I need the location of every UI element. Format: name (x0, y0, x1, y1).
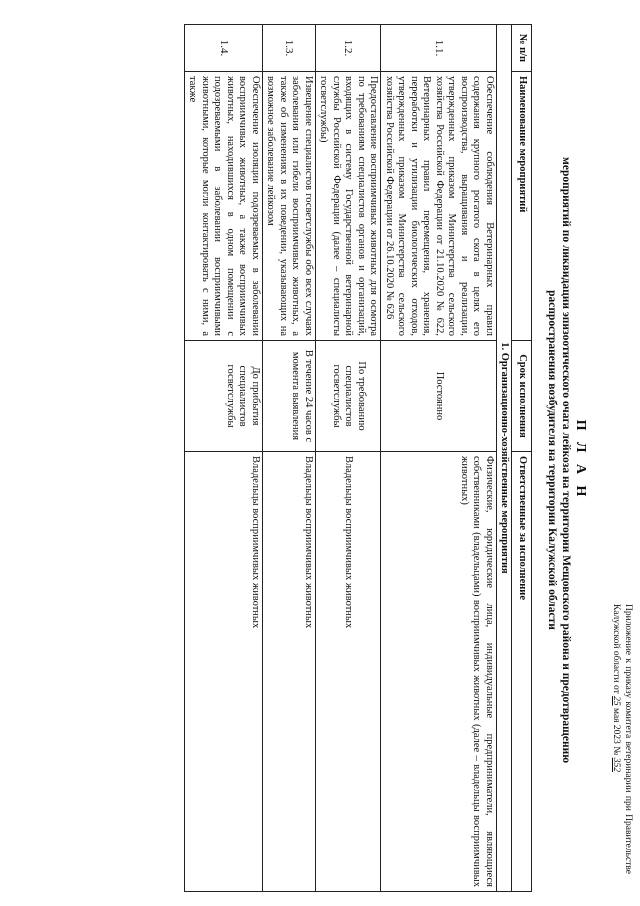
section-title: 1. Организационно-хозяйственные мероприятия (497, 25, 513, 892)
row-name: Обеспечение соблюдения Ветеринарных правил содержания крупного рогатого скота в целях его воспроизводства, выращивания и реализации, утвержденных приказом Министерства сельского хозяйства Российской Федерации от 21.10.2020 № 622, Ветеринарных правил перемещения, хранения, переработки и утилизации биологических отходов, утвержденных приказом Министерства сельского хозяйства Российской Федерации от 26.10.2020 № 626 (381, 72, 497, 341)
measures-table (184, 24, 532, 892)
appendix-number: 352 (611, 757, 621, 772)
row-name: Обеспечение изоляции подозреваемых в заболевании восприимчивых животных, а также восприимчивых животных, находившихся в одном помещении с подозреваемыми в заболевании восприимчивыми животными, которые могли контактировать с ними, а также (185, 72, 263, 341)
appendix-line1: Приложение к приказу комитета ветеринарии при Правительстве (623, 604, 633, 874)
row-num: 1.1. (381, 25, 497, 72)
row-responsible: Владельцы восприимчивых животных (263, 452, 316, 892)
row-responsible: Физические, юридические лица, индивидуальные предприниматели, являющиеся собственниками (владельцами) восприимчивых животных (далее – владельцы восприимчивых животных) (381, 452, 497, 892)
plan-title-line2: распространения возбудителя на территории Калужской области (546, 290, 558, 630)
header-name: Наименование мероприятий (512, 72, 532, 341)
header-deadline: Срок исполнения (512, 341, 532, 452)
row-deadline: В течение 24 часов с момента выявления (263, 341, 316, 452)
table-row (316, 25, 382, 892)
row-name: Предоставление восприимчивых животных для осмотра по требованиям специалистов органов и организаций, входящих в систему Государственной ветеринарной службы Российской Федерации (далее – специалисты госветслужбы) (316, 72, 382, 341)
row-deadline: До прибытия специалистов госветслужбы (185, 341, 263, 452)
plan-heading: П Л А Н (573, 419, 588, 501)
row-responsible: Владельцы восприимчивых животных (185, 452, 263, 892)
row-num: 1.4. (185, 25, 263, 72)
section-row (497, 25, 513, 892)
appendix-line3: мая 2023 № (611, 708, 621, 756)
appendix-note (610, 604, 634, 874)
plan-title-line1: мероприятий по ликвидации эпизоотического очага лейкоза на территории Мещовского района и предотвращению (560, 157, 572, 763)
row-responsible: Владельцы восприимчивых животных (316, 452, 382, 892)
header-responsible: Ответственные за исполнение (512, 452, 532, 892)
appendix-line2: Калужской области от (611, 604, 621, 694)
row-num: 1.2. (316, 25, 382, 72)
row-deadline: По требованию специалистов госветслужбы (316, 341, 382, 452)
table-row (381, 25, 497, 892)
row-num: 1.3. (263, 25, 316, 72)
appendix-day: 25 (611, 696, 621, 706)
table-row (185, 25, 263, 892)
row-deadline: Постоянно (381, 341, 497, 452)
table-header-row (512, 25, 532, 892)
header-num: № п/п (512, 25, 532, 72)
row-name: Извещение специалистов госветслужбы обо всех случаях заболевания или гибели восприимчивых животных, а также об изменениях в их поведении, указывающих на возможное заболевание лейкозом (263, 72, 316, 341)
table-row (263, 25, 316, 892)
